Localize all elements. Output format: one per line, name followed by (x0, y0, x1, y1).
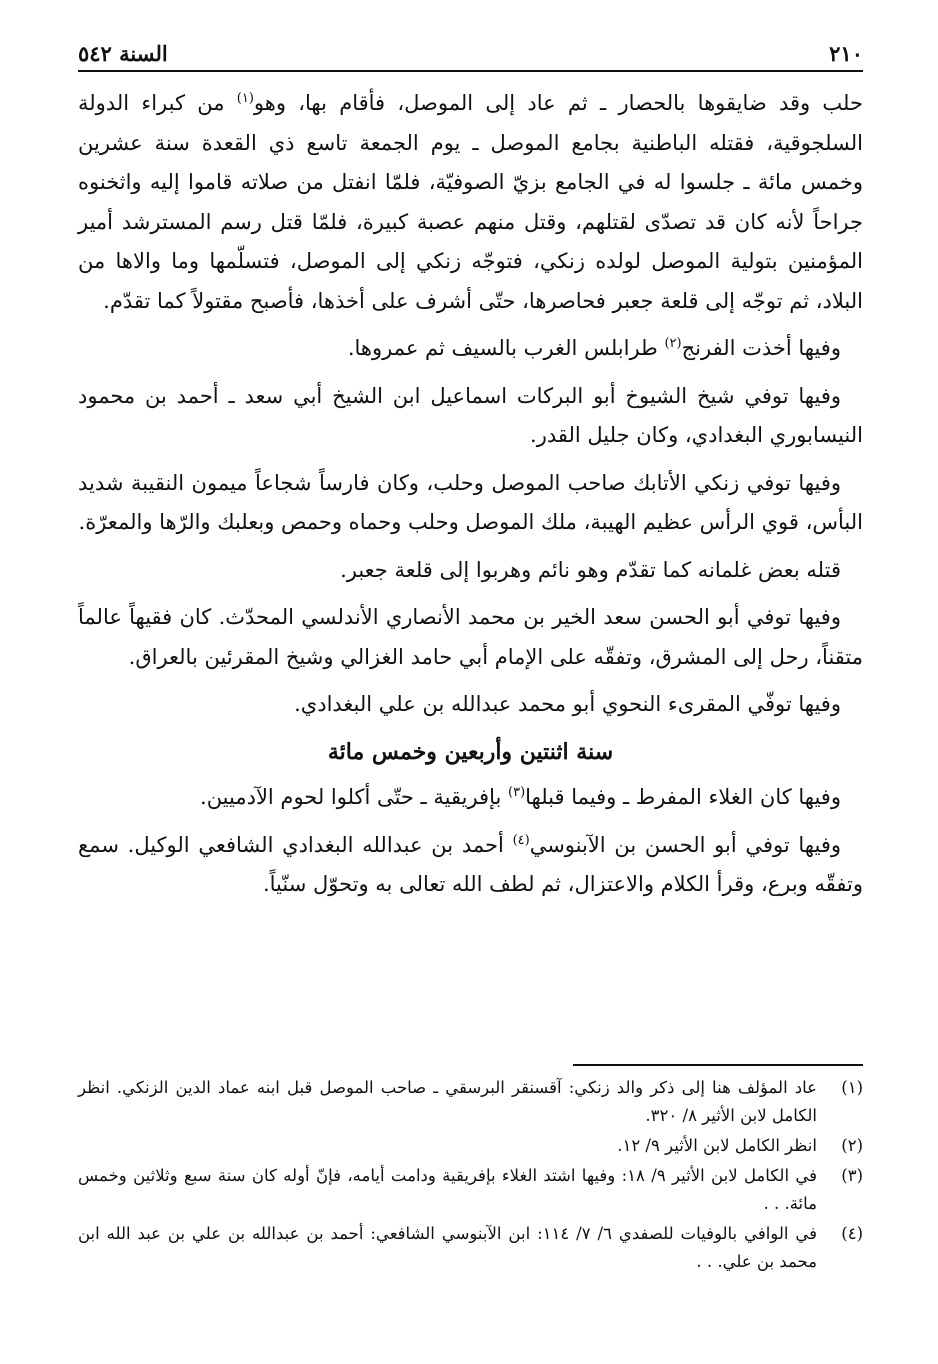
footnote-number: (٣) (841, 1166, 863, 1185)
paragraph (78, 826, 863, 905)
text-run: أحمد بن عبدالله البغدادي الشافعي الوكيل. سمع وتفقّه وبرع، وقرأ الكلام والاعتزال، ثم لطف الله تعالى به وتحوّل سنّياً. (78, 832, 863, 896)
footnotes (78, 1074, 863, 1278)
paragraph: قتله بعض غلمانه كما تقدّم وهو نائم وهربوا إلى قلعة جعبر. (340, 557, 841, 582)
text-run: طرابلس الغرب بالسيف ثم عمروها. (347, 336, 665, 360)
page-header (78, 36, 863, 72)
footnote-divider (573, 1064, 863, 1066)
paragraph (78, 778, 863, 818)
text-run: وفيها أخذت الفرنج (681, 336, 841, 360)
text-run: وفيها كان الغلاء المفرط ـ وفيما قبلها (525, 785, 841, 809)
paragraph: وفيها توفّي المقرىء النحوي أبو محمد عبدالله بن علي البغدادي. (294, 692, 841, 716)
section-heading: سنة اثنتين وأربعين وخمس مائة (327, 738, 614, 765)
footnote-number: (٢) (841, 1136, 863, 1155)
footnote-ref: (٢) (664, 336, 682, 351)
footnote-item (78, 1220, 863, 1276)
footnote-item (78, 1074, 863, 1130)
paragraph (78, 329, 863, 369)
footnote-ref: (١) (236, 91, 254, 106)
footnote-text: عاد المؤلف هنا إلى ذكر والد زنكي: آقسنقر البرسقي ـ صاحب الموصل قبل ابنه عماد الدين الزنكي. انظر الكامل لابن الأثير ٨/ ٣٢٠. (78, 1078, 817, 1125)
running-title: السنة ٥٤٢ (78, 41, 168, 66)
main-text (78, 84, 863, 913)
footnote-item (78, 1162, 863, 1218)
footnote-text: في الكامل لابن الأثير ٩/ ١٨: وفيها اشتد الغلاء بإفريقية ودامت أيامه، فإنّ أوله كان سنة سبع وثلاثين وخمس مائة. . . (78, 1166, 818, 1213)
paragraph (78, 84, 863, 321)
footnote-text: في الوافي بالوفيات للصفدي ٦/ ٧/ ١١٤: ابن الآبنوسي الشافعي: أحمد بن عبدالله بن علي بن عبد الله ابن محمد بن علي. . . (78, 1224, 818, 1271)
footnote-number: (١) (841, 1078, 863, 1097)
paragraph: وفيها توفي شيخ الشيوخ أبو البركات اسماعيل ابن الشيخ أبي سعد ـ أحمد بن محمود النيسابوري البغدادي، وكان جليل القدر. (78, 383, 863, 447)
text-run: حلب وقد ضايقوها بالحصار ـ ثم عاد إلى الموصل، فأقام بها، وهو (253, 91, 863, 115)
footnote-number: (٤) (841, 1224, 863, 1243)
text-run: بإفريقية ـ حتّى أكلوا لحوم الآدميين. (200, 785, 508, 809)
text-run: وفيها توفي أبو الحسن بن الآبنوسي (529, 832, 841, 857)
footnote-ref: (٣) (508, 785, 526, 800)
text-run: من كبراء الدولة السلجوقية، فقتله الباطنية بجامع الموصل ـ يوم الجمعة تاسع ذي القعدة سنة عشرين وخمس مائة ـ جلسوا له في الجامع بزيّ الصوفيّة، فلمّا انفتل من صلاته قاموا إليه واثخنوه جراحاً لأنه كان قد تصدّى لقتلهم، وقتل منهم عصبة كبيرة، فلمّا قتل رسم المسترشد أمير المؤمنين بتولية الموصل لولده زنكي، فتوجّه زنكي إلى الموصل، فتسلّمها وما والاها من البلاد، ثم توجّه إلى قلعة جعبر فحاصرها، حتّى أشرف على أخذها، فأصبح مقتولاً كما تقدّم. (78, 91, 863, 313)
footnote-text: انظر الكامل لابن الأثير ٩/ ١٢. (617, 1136, 817, 1155)
footnote-ref: (٤) (512, 832, 530, 848)
paragraph: وفيها توفي أبو الحسن سعد الخير بن محمد الأنصاري الأندلسي المحدّث. كان فقيهاً عالماً متقناً، رحل إلى المشرق، وتفقّه على الإمام أبي حامد الغزالي وشيخ المقرئين بالعراق. (78, 605, 863, 669)
page-number: ٢١٠ (829, 41, 863, 66)
footnote-item (78, 1132, 863, 1160)
paragraph: وفيها توفي زنكي الأتابك صاحب الموصل وحلب، وكان فارساً شجاعاً ميمون النقيبة شديد البأس، قوي الرأس عظيم الهيبة، ملك الموصل وحلب وحماه وحمص وبعلبك والرّها والمعرّة. (78, 470, 863, 534)
